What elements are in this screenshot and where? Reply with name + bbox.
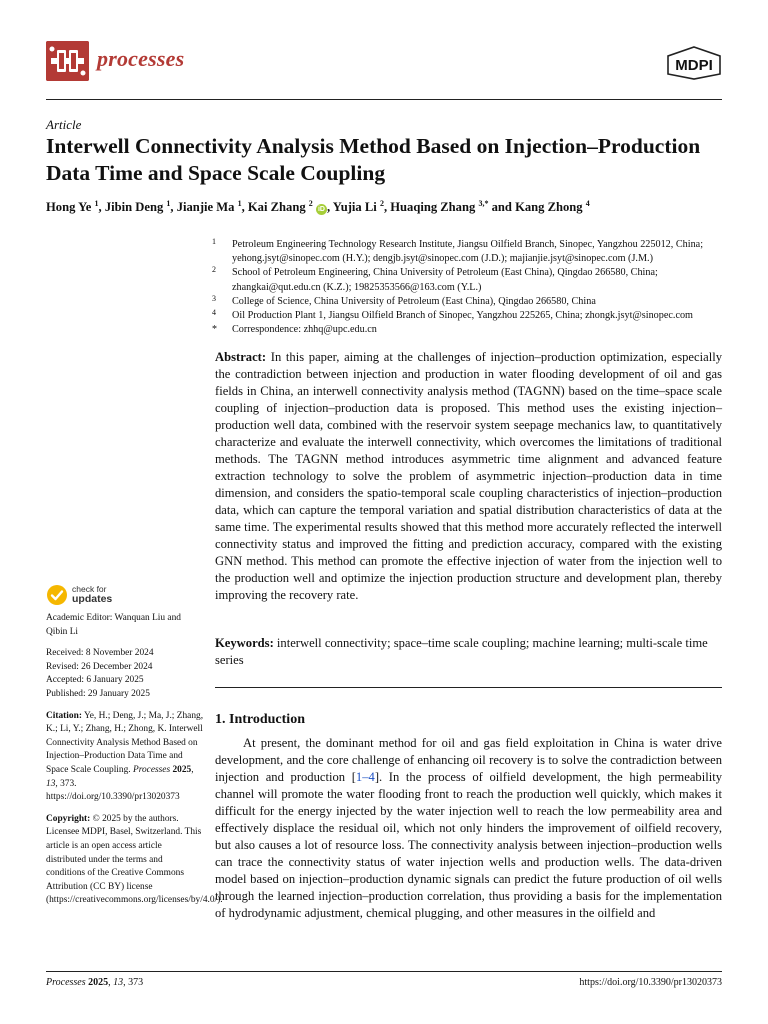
author-separator: , <box>170 200 177 215</box>
article-type: Article <box>46 117 82 132</box>
author-name[interactable]: Kai Zhang <box>247 200 306 215</box>
author-separator: , <box>98 200 105 215</box>
author-separator: , <box>326 200 333 215</box>
author-list <box>46 199 722 215</box>
affiliation-item: 4 Oil Production Plant 1, Jiangsu Oilfield Branch of Sinopec, Yangzhou 225265, China; zhongk.jsyt@sinopec.com <box>212 308 693 322</box>
author-affiliation-mark: 1 <box>166 199 171 208</box>
correspondence: * Correspondence: zhhq@upc.edu.cn <box>212 324 377 336</box>
section-heading-introduction: 1. Introduction <box>215 712 305 727</box>
affiliation-item: 1 Petroleum Engineering Technology Research Institute, Jiangsu Oilfield Branch, Sinopec, Yangzhou 225012, China; yehong.jsyt@sinopec.com (H.Y.); dengjb.jsyt@sinopec.com (J.D.); majianjie.jsyt@sinopec.com (J.M.) <box>212 237 704 265</box>
academic-editor: Academic Editor: Wanquan Liu and Qibin Li <box>46 613 181 637</box>
affiliation-item: 2 School of Petroleum Engineering, China University of Petroleum (East China), Qingdao 266580, China; zhangkai@qut.edu.cn (K.Z.); 19825353566@163.com (Y.L.) <box>212 265 658 293</box>
footer-citation: Processes 2025, 13, 373 <box>46 977 144 988</box>
author-affiliation-mark: 3,* <box>478 199 489 208</box>
author-name[interactable]: Hong Ye <box>46 200 92 215</box>
author-separator: and <box>488 200 516 215</box>
check-updates-line2: updates <box>72 593 113 605</box>
affiliation-item: 3 College of Science, China University of Petroleum (East China), Qingdao 266580, China <box>212 293 596 307</box>
author-name[interactable]: Yujia Li <box>332 200 377 215</box>
author-affiliation-mark: 2 <box>308 199 313 208</box>
svg-text:MDPI: MDPI <box>675 57 713 74</box>
affiliations <box>212 238 724 337</box>
copyright: Copyright: © 2025 by the authors. Licensee MDPI, Basel, Switzerland. This article is an open access article distributed under the terms and conditions of the Creative Commons Attribution (CC BY) license (https://creativecommons.org/licenses/by/4.0/). <box>46 813 223 906</box>
author-name[interactable]: Jianjie Ma <box>176 200 235 215</box>
keywords <box>215 635 722 669</box>
citation: Citation: Ye, H.; Deng, J.; Ma, J.; Zhang, K.; Li, Y.; Zhang, H.; Zhong, K. Interwell Connectivity Analysis Method Based on Injection–Production Data Time and Space Scale Coupling. Processes 2025, 13, 373. https://doi.org/10.3390/pr13020373 <box>46 710 204 803</box>
author-affiliation-mark: 1 <box>237 199 242 208</box>
author-separator: , <box>241 200 248 215</box>
keywords-text: interwell connectivity; space–time scale coupling; machine learning; multi-scale time series <box>215 636 708 667</box>
orcid-icon[interactable]: iD <box>317 206 325 214</box>
check-updates-icon <box>46 584 68 606</box>
check-updates-line1: check for <box>72 584 107 594</box>
journal-name[interactable]: processes <box>97 46 185 71</box>
introduction-paragraph: At present, the dominant method for oil and gas field exploitation in China is water drive development, and the core challenge of enhancing oil recovery is to solve the contradiction between injection and production [1–4]. In the process of oilfield development, the high permeability channel will promote the water flooding front to reach the production well quickly, which makes it difficult for the energy injected by the water injection well to reach the low permeability area and effectively displace the residual oil, which not only hinders the improvement of oilfield recovery, but also causes a lot of resource loss. The connectivity analysis between injection–production wells can trace the connectivity status of water injection wells and production wells. The data-driven model based on injection–production dynamic signals can predict the future production of oil wells through the learned injection–production correlation, thus providing a basis for the implementation of hydrodynamic adjustment, chemical plugging, and other measures in the oilfield and <box>215 736 722 920</box>
check-for-updates-button[interactable] <box>46 584 146 606</box>
article-dates: Received: 8 November 2024 Revised: 26 December 2024 Accepted: 6 January 2025 Published: 29 January 2025 <box>46 648 154 699</box>
author-name[interactable]: Kang Zhong <box>515 200 583 215</box>
section-rule <box>215 687 722 688</box>
author-name[interactable]: Jibin Deng <box>104 200 164 215</box>
author-affiliation-mark: 4 <box>585 199 590 208</box>
abstract-text: In this paper, aiming at the challenges of injection–production optimization, especially the contradiction between injection and production in water flooding development of oil and gas fields in China, an interwell connectivity analysis method (TAGNN) based on the time–space scale coupling of injection–production data is proposed. This method uses the existing injection–production well data, combined with the reservoir system seepage mechanics law, to quantitatively characterize and evaluate the interwell connectivity, which overcomes the limitations of traditional methods. The TAGNN method introduces asymmetric time alignment and advanced feature extraction technology to solve the problem of asymmetric injection–production data in time dimension, and considers the spatio-temporal scale coupling characteristics of injection–production data, which can capture the temporal variation and spatial distribution characteristics of data at the same time. The experimental results showed that this method more accurately reflected the interwell connectivity status and improved the fitting and prediction accuracy, compared with the existing GNN method. This method can promote the effective injection of water from the injection well to the production well and optimize the injection production structure and development plan, thereby improving the recovery rate. <box>215 350 722 602</box>
footer-rule <box>46 971 722 972</box>
abstract-label: Abstract: <box>215 350 267 364</box>
article-info-sidebar <box>46 612 223 916</box>
author-name[interactable]: Huaqing Zhang <box>390 200 476 215</box>
processes-logo-icon <box>46 41 89 81</box>
author-separator: , <box>383 200 391 215</box>
keywords-label: Keywords: <box>215 636 274 650</box>
footer-doi-link[interactable]: https://doi.org/10.3390/pr13020373 <box>579 977 722 988</box>
author-affiliation-mark: 1 <box>94 199 99 208</box>
header-rule <box>46 99 722 100</box>
author-affiliation-mark: 2 <box>379 199 384 208</box>
citation-link[interactable]: 1–4 <box>355 770 375 784</box>
abstract <box>215 349 722 604</box>
article-title: Interwell Connectivity Analysis Method Based on Injection–Production Data Time and Space Scale Coupling <box>46 134 701 185</box>
journal-header <box>46 40 722 100</box>
mdpi-logo-icon[interactable] <box>666 46 722 80</box>
